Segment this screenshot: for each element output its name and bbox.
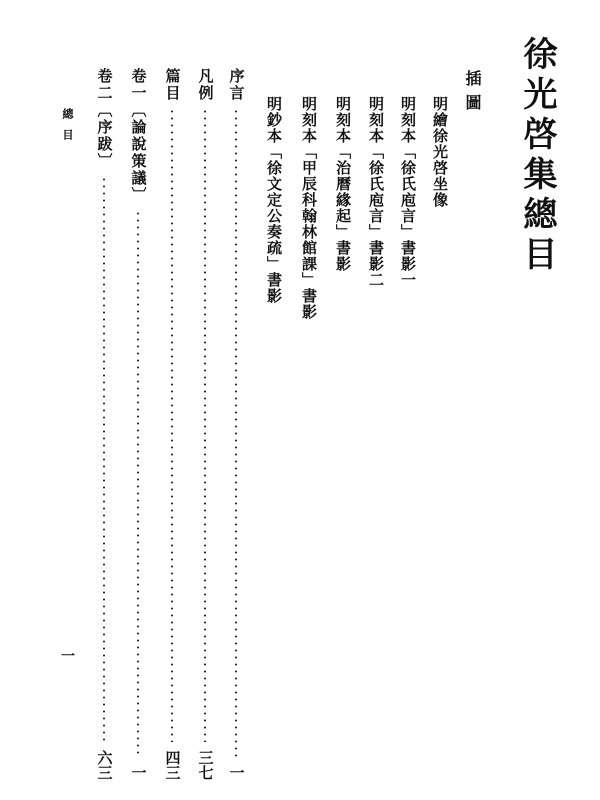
toc-label: 凡例 bbox=[196, 68, 215, 102]
leader-dots bbox=[204, 108, 206, 742]
toc-page-number: 四三 bbox=[163, 750, 182, 780]
toc-label: 序言 bbox=[227, 68, 246, 102]
leader-dots bbox=[137, 210, 139, 757]
folio-page-number: 一 bbox=[61, 649, 75, 665]
toc-entry-volume-2 bbox=[92, 68, 116, 780]
toc-page-number: 一 bbox=[227, 765, 246, 780]
toc-entry-conventions bbox=[193, 68, 217, 780]
toc-entry-preface bbox=[224, 68, 248, 780]
toc-label: 卷一〔論說策議〕 bbox=[129, 68, 148, 204]
toc-page-number: 三七 bbox=[196, 750, 215, 780]
illustration-item: 明刻本「甲辰科翰林館課」書影 bbox=[300, 96, 318, 320]
toc-page-number: 六三 bbox=[95, 750, 114, 780]
toc-page-number: 一 bbox=[129, 765, 148, 780]
toc-entry-contents bbox=[160, 68, 184, 780]
page-title: 徐光啓集總目 bbox=[517, 36, 557, 276]
leader-dots bbox=[171, 108, 173, 742]
toc-label: 篇目 bbox=[163, 68, 182, 102]
illustration-item: 明繪徐光啓坐像 bbox=[431, 96, 449, 208]
illustration-item: 明鈔本「徐文定公奏疏」書影 bbox=[265, 96, 283, 304]
running-head: 總目 bbox=[61, 108, 74, 150]
toc-label: 卷二〔序跋〕 bbox=[95, 68, 114, 170]
illustrations-heading: 插圖 bbox=[463, 70, 482, 118]
toc-entry-volume-1 bbox=[126, 68, 150, 780]
leader-dots bbox=[103, 176, 105, 742]
leader-dots bbox=[235, 108, 237, 757]
illustration-item: 明刻本「徐氏庖言」書影一 bbox=[399, 96, 417, 288]
illustration-item: 明刻本「治曆緣起」書影 bbox=[334, 96, 352, 272]
illustration-item: 明刻本「徐氏庖言」書影二 bbox=[367, 96, 385, 288]
